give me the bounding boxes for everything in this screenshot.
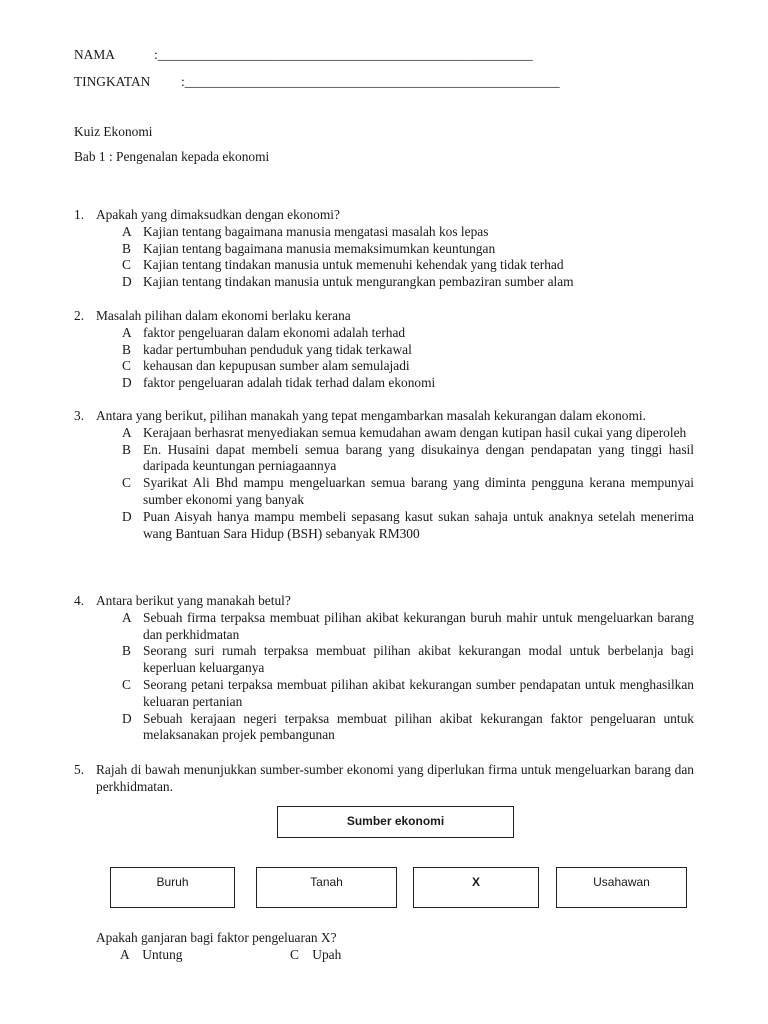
question-3 [74,408,694,542]
question-stem: Masalah pilihan dalam ekonomi berlaku kerana [96,308,351,323]
diagram-box-tanah: Tanah [256,867,397,908]
question-stem: Antara berikut yang manakah betul? [96,593,291,608]
option-a[interactable]: A faktor pengeluaran dalam ekonomi adalah terhad [122,324,406,340]
question-4 [74,593,694,744]
option-a[interactable]: A Kajian tentang bagaimana manusia mengatasi masalah kos lepas [122,223,489,239]
question-5 [74,762,694,796]
option-c[interactable]: C Syarikat Ali Bhd mampu mengeluarkan semua barang yang diminta pengguna kerana mempunyai sumber ekonomi yang banyak [122,475,694,507]
option-b[interactable]: B kadar pertumbuhan penduduk yang tidak terkawal [122,341,412,357]
option-letter: A [120,947,129,962]
diagram-box-buruh: Buruh [110,867,235,908]
option-text: Untung [142,947,183,962]
question-number: 5. [74,762,85,777]
quiz-title: Kuiz Ekonomi [74,124,153,139]
tingkatan-field[interactable]: :________________________________________________________ [181,74,560,89]
option-text: Upah [312,947,342,962]
option-d[interactable]: D Puan Aisyah hanya mampu membeli sepasang kasut sukan sahaja untuk anaknya setelah menerima wang Bantuan Sara Hidup (BSH) sebanyak RM300 [122,508,694,541]
nama-label: NAMA [74,47,115,62]
diagram-box-usahawan: Usahawan [556,867,687,908]
option-c[interactable]: C Seorang petani terpaksa membuat pilihan akibat kekurangan sumber pendapatan untuk menghasilkan keluaran pertanian [122,676,694,709]
question-number: 3. [74,408,85,423]
option-c[interactable] [290,947,341,964]
option-b[interactable]: B Seorang suri rumah terpaksa membuat pilihan akibat kekurangan modal untuk berbelanja bagi keperluan keluarganya [122,643,694,676]
option-a[interactable]: A Kerajaan berhasrat menyediakan semua kemudahan awam dengan kutipan hasil cukai yang diperoleh [122,424,687,440]
option-b[interactable]: B Kajian tentang bagaimana manusia memaksimumkan keuntungan [122,240,496,256]
option-a[interactable] [120,947,182,964]
diagram-sumber-ekonomi: Sumber ekonomi [277,806,514,838]
option-c[interactable]: C kehausan dan kepupusan sumber alam semulajadi [122,358,410,374]
question-stem: Apakah yang dimaksudkan dengan ekonomi? [96,207,340,222]
option-d[interactable]: D faktor pengeluaran adalah tidak terhad dalam ekonomi [122,375,436,391]
option-b[interactable]: B En. Husaini dapat membeli semua barang yang disukainya dengan pendapatan yang tinggi hasil daripada keuntungan perniagaannya [122,441,694,474]
option-letter: C [290,947,299,962]
question-1 [74,207,694,291]
diagram-box-x: X [413,867,539,908]
question-stem: Rajah di bawah menunjukkan sumber-sumber ekonomi yang diperlukan firma untuk mengeluarkan barang dan perkhidmatan. [96,762,694,794]
chapter-title: Bab 1 : Pengenalan kepada ekonomi [74,149,270,164]
question-2 [74,308,694,392]
nama-field[interactable]: :________________________________________________________ [154,47,533,62]
question-number: 4. [74,593,85,608]
question-stem: Antara yang berikut, pilihan manakah yang tepat mengambarkan masalah kekurangan dalam ekonomi. [96,408,646,423]
q5-question: Apakah ganjaran bagi faktor pengeluaran X? [96,930,337,945]
question-number: 2. [74,308,85,323]
option-a[interactable]: A Sebuah firma terpaksa membuat pilihan akibat kekurangan buruh mahir untuk mengeluarkan barang dan perkhidmatan [122,609,694,642]
question-number: 1. [74,207,85,222]
option-c[interactable]: C Kajian tentang tindakan manusia untuk memenuhi kehendak yang tidak terhad [122,257,564,273]
option-d[interactable]: D Kajian tentang tindakan manusia untuk mengurangkan pembaziran sumber alam [122,274,574,290]
tingkatan-label: TINGKATAN [74,74,151,89]
option-d[interactable]: D Sebuah kerajaan negeri terpaksa membuat pilihan akibat kekurangan faktor pengeluaran untuk melaksanakan projek pembangunan [122,710,694,743]
